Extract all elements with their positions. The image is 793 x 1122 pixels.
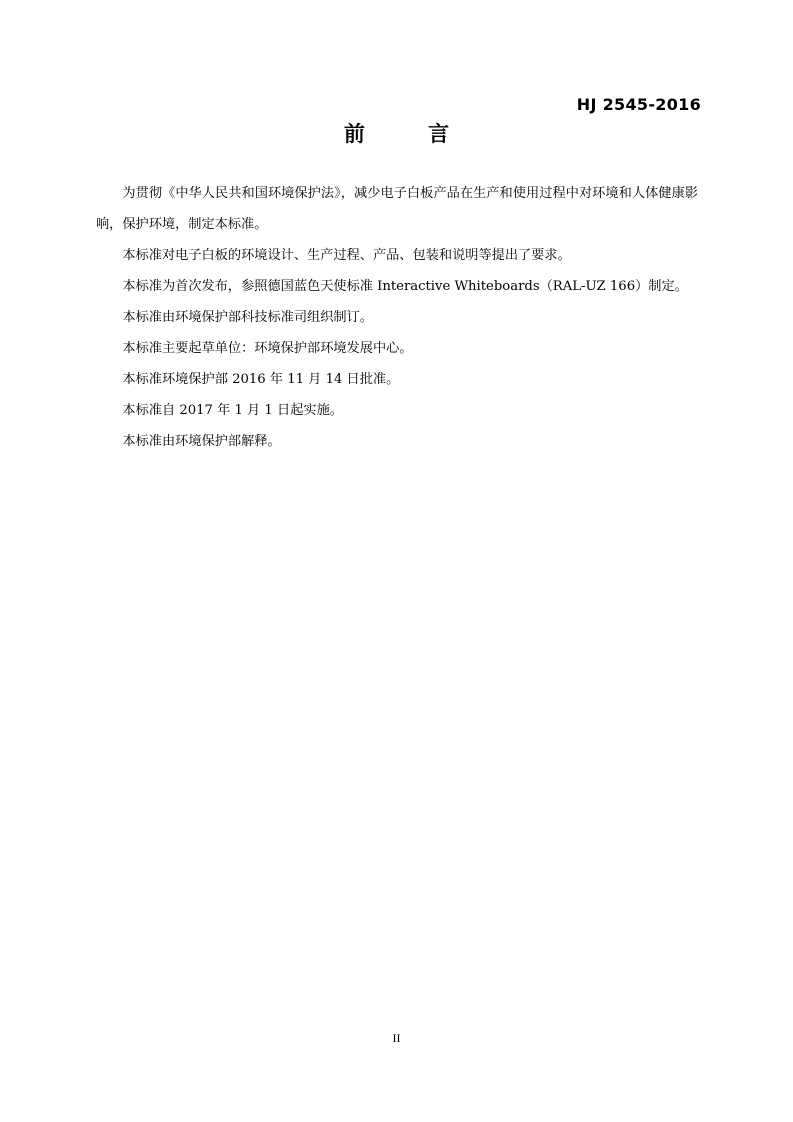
preface-paragraph: 本标准对电子白板的环境设计、生产过程、产品、包装和说明等提出了要求。 (122, 248, 571, 263)
document-code: HJ 2545-2016 (576, 95, 701, 114)
preface-paragraph: 本标准自 2017 年 1 月 1 日起实施。 (122, 403, 343, 418)
preface-paragraph: 本标准由环境保护部科技标准司组织制订。 (122, 310, 373, 325)
preface-paragraph: 本标准环境保护部 2016 年 11 月 14 日批准。 (122, 372, 400, 387)
preface-paragraph: 本标准由环境保护部解释。 (122, 434, 281, 449)
preface-paragraph: 为贯彻《中华人民共和国环境保护法》，减少电子白板产品在生产和使用过程中对环境和人体健康影响，保护环境，制定本标准。 (96, 186, 698, 232)
preface-paragraph: 本标准主要起草单位：环境保护部环境发展中心。 (122, 341, 413, 356)
preface-paragraph: 本标准为首次发布，参照德国蓝色天使标准 Interactive Whiteboards（RAL-UZ 166）制定。 (122, 279, 688, 294)
page-number: II (392, 1031, 401, 1045)
preface-body (96, 178, 698, 457)
page-title: 前 言 (343, 122, 478, 146)
